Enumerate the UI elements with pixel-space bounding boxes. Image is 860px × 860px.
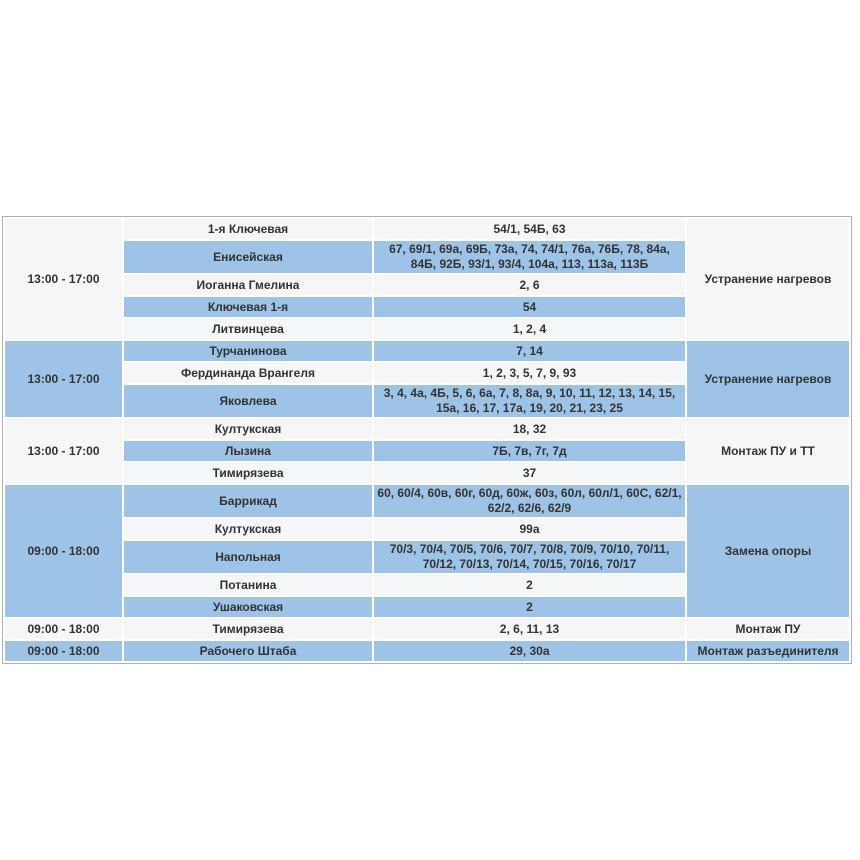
houses-cell: 2, 6	[374, 275, 685, 295]
houses-cell: 1, 2, 3, 5, 7, 9, 93	[374, 363, 685, 383]
table-row	[5, 341, 849, 361]
houses-cell: 29, 30а	[374, 641, 685, 661]
outage-schedule	[2, 216, 852, 664]
houses-cell: 54	[374, 297, 685, 317]
houses-cell: 1, 2, 4	[374, 319, 685, 339]
street-cell: Култукская	[124, 419, 372, 439]
houses-cell: 99а	[374, 519, 685, 539]
table-row	[5, 219, 849, 239]
work-type-cell: Замена опоры	[687, 485, 849, 617]
houses-cell: 18, 32	[374, 419, 685, 439]
time-cell: 13:00 - 17:00	[5, 341, 122, 417]
houses-cell: 7Б, 7в, 7г, 7д	[374, 441, 685, 461]
time-cell: 09:00 - 18:00	[5, 485, 122, 617]
street-cell: Баррикад	[124, 485, 372, 517]
houses-cell: 37	[374, 463, 685, 483]
houses-cell: 2, 6, 11, 13	[374, 619, 685, 639]
houses-cell: 67, 69/1, 69а, 69Б, 73а, 74, 74/1, 76а, 76Б, 78, 84а, 84Б, 92Б, 93/1, 93/4, 104а, 113, 113а, 113Б	[374, 241, 685, 273]
work-type-cell: Монтаж ПУ	[687, 619, 849, 639]
outage-schedule-table	[2, 216, 852, 664]
work-type-cell: Устранение нагревов	[687, 219, 849, 339]
houses-cell: 2	[374, 597, 685, 617]
table-row	[5, 619, 849, 639]
street-cell: Яковлева	[124, 385, 372, 417]
street-cell: Тимирязева	[124, 463, 372, 483]
work-type-cell: Монтаж разъединителя	[687, 641, 849, 661]
work-type-cell: Устранение нагревов	[687, 341, 849, 417]
table-row	[5, 419, 849, 439]
street-cell: Иоганна Гмелина	[124, 275, 372, 295]
time-cell: 09:00 - 18:00	[5, 619, 122, 639]
street-cell: Енисейская	[124, 241, 372, 273]
houses-cell: 7, 14	[374, 341, 685, 361]
houses-cell: 2	[374, 575, 685, 595]
street-cell: Култукская	[124, 519, 372, 539]
time-cell: 09:00 - 18:00	[5, 641, 122, 661]
street-cell: 1-я Ключевая	[124, 219, 372, 239]
work-type-cell: Монтаж ПУ и ТТ	[687, 419, 849, 483]
table-row	[5, 485, 849, 517]
street-cell: Потанина	[124, 575, 372, 595]
street-cell: Турчанинова	[124, 341, 372, 361]
houses-cell: 60, 60/4, 60в, 60г, 60д, 60ж, 60з, 60л, 60л/1, 60С, 62/1, 62/2, 62/6, 62/9	[374, 485, 685, 517]
time-cell: 13:00 - 17:00	[5, 419, 122, 483]
street-cell: Ключевая 1-я	[124, 297, 372, 317]
street-cell: Рабочего Штаба	[124, 641, 372, 661]
street-cell: Ушаковская	[124, 597, 372, 617]
street-cell: Тимирязева	[124, 619, 372, 639]
houses-cell: 54/1, 54Б, 63	[374, 219, 685, 239]
time-cell: 13:00 - 17:00	[5, 219, 122, 339]
street-cell: Литвинцева	[124, 319, 372, 339]
table-row	[5, 641, 849, 661]
street-cell: Фердинанда Врангеля	[124, 363, 372, 383]
houses-cell: 3, 4, 4а, 4Б, 5, 6, 6а, 7, 8, 8а, 9, 10, 11, 12, 13, 14, 15, 15а, 16, 17, 17а, 19, 20, 21, 23, 25	[374, 385, 685, 417]
street-cell: Напольная	[124, 541, 372, 573]
street-cell: Лызина	[124, 441, 372, 461]
houses-cell: 70/3, 70/4, 70/5, 70/6, 70/7, 70/8, 70/9, 70/10, 70/11, 70/12, 70/13, 70/14, 70/15, 70/16, 70/17	[374, 541, 685, 573]
